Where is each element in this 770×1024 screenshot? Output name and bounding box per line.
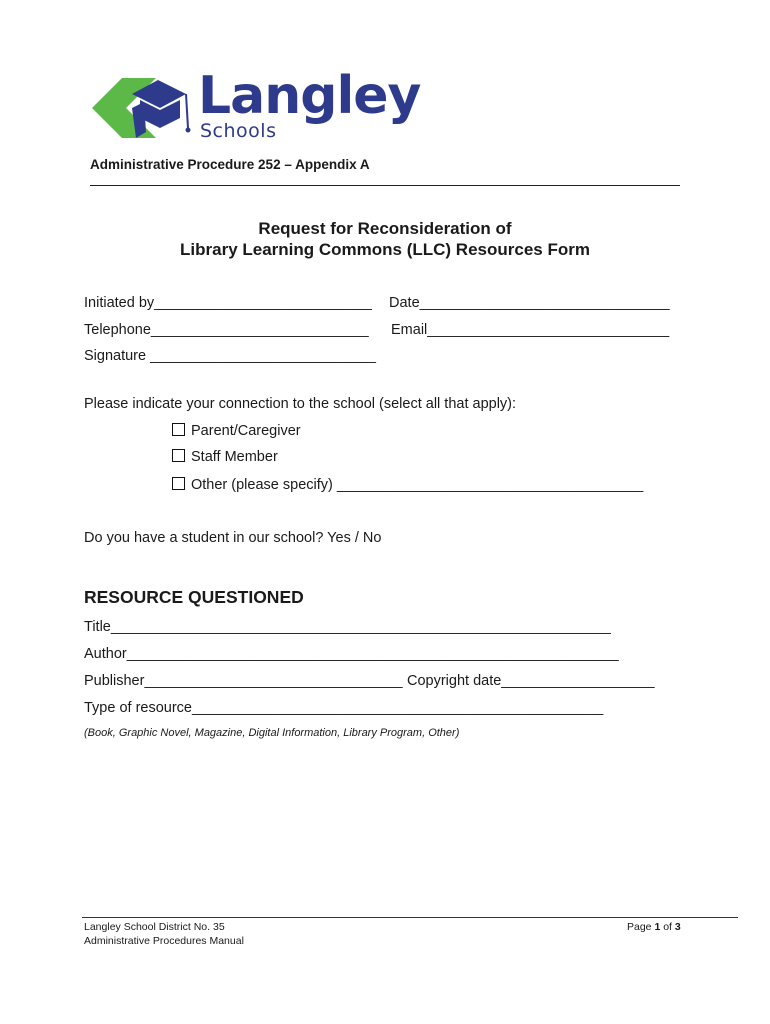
date-field[interactable]: Date_______________________________ [389,295,670,311]
resource-title-field[interactable]: Title______________________________________________________________ [84,619,611,635]
copyright-date-field[interactable]: Copyright date___________________ [407,673,655,689]
resource-heading: RESOURCE QUESTIONED [84,587,304,607]
option-staff-label: Staff Member [191,449,278,465]
logo-mark-icon [88,70,208,150]
page-number [627,921,681,933]
option-staff[interactable] [172,449,278,465]
langley-schools-logo [88,66,421,150]
logo-subtitle: Schools [200,120,277,142]
option-other[interactable] [172,477,643,493]
checkbox-other[interactable] [172,477,185,490]
page-current: 1 [654,921,661,933]
resource-author-field[interactable]: Author_____________________________________________________________ [84,646,619,662]
option-parent[interactable] [172,423,301,439]
page-total: 3 [674,921,681,933]
checkbox-parent[interactable] [172,423,185,436]
page-of: of [660,921,675,933]
email-field[interactable]: Email______________________________ [391,322,670,338]
form-title-line2: Library Learning Commons (LLC) Resources Form [180,240,590,259]
checkbox-staff[interactable] [172,449,185,462]
resource-publisher-field[interactable]: Publisher________________________________ [84,673,403,689]
resource-type-hint: (Book, Graphic Novel, Magazine, Digital Information, Library Program, Other) [84,727,460,739]
footer-divider [82,917,738,918]
resource-type-field[interactable]: Type of resource___________________________________________________ [84,700,604,716]
initiated-by-field[interactable]: Initiated by___________________________ [84,295,372,311]
logo-wordmark: Langley [198,66,421,126]
footer-manual: Administrative Procedures Manual [84,935,244,947]
procedure-label: Administrative Procedure 252 – Appendix A [90,157,370,172]
footer-district: Langley School District No. 35 [84,921,225,933]
header-divider [90,185,680,186]
connection-prompt: Please indicate your connection to the school (select all that apply): [84,396,517,412]
form-title-line1: Request for Reconsideration of [258,219,512,238]
student-question: Do you have a student in our school? Yes / No [84,530,382,546]
telephone-field[interactable]: Telephone___________________________ [84,322,369,338]
page-prefix: Page [627,921,655,933]
option-parent-label: Parent/Caregiver [191,423,301,439]
option-other-label: Other (please specify) ______________________________________ [191,477,644,493]
signature-field[interactable]: Signature ____________________________ [84,348,376,364]
